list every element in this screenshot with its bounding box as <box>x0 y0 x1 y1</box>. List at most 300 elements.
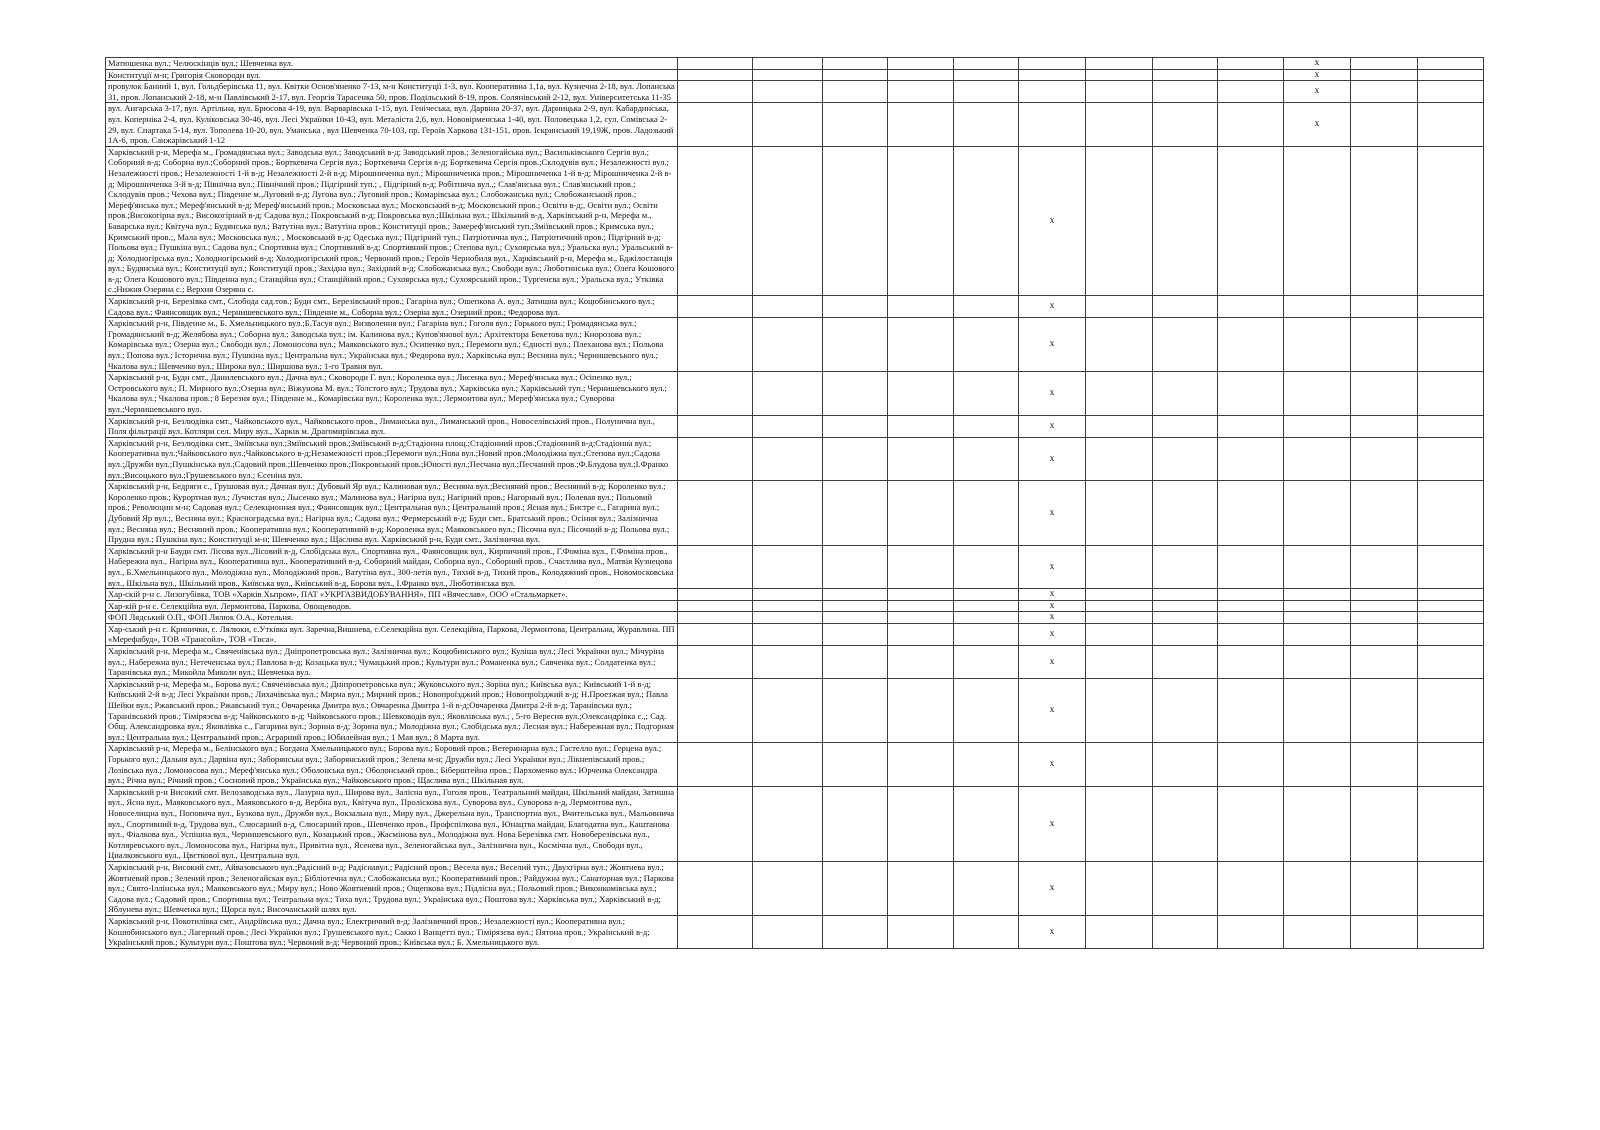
empty-cell <box>888 296 954 318</box>
empty-cell <box>1284 600 1351 612</box>
x-mark: х <box>1019 915 1086 948</box>
empty-cell <box>1418 146 1484 295</box>
empty-cell <box>1284 589 1351 601</box>
empty-cell <box>1218 915 1284 948</box>
empty-cell <box>823 81 888 103</box>
empty-cell <box>753 861 823 915</box>
empty-cell <box>1086 372 1153 415</box>
empty-cell <box>753 372 823 415</box>
empty-cell <box>678 600 753 612</box>
empty-cell <box>1218 296 1284 318</box>
empty-cell <box>1284 545 1351 588</box>
empty-cell <box>1418 915 1484 948</box>
empty-cell <box>954 146 1019 295</box>
streets-list-cell: Харківський р-н, Буди смт., Данилевського вул.; Дачна вул.; Сковороди Г. вул.; Короленка вул.; Лисенка вул.; Мереф'янська вул.; Осіпенко вул.; Островського вул.; П. Мирного вул.;Озерна вул.; Віжунова М. вул.; Толстого вул.; Трудова вул.; Харківська вул.; Харківський туп.; Чернишевського вул.; Чкалова вул.; Чкалова пров.; 8 Березня вул.; Південне м., Комарівська вул.; Короленка вул.; Лермонтова вул.; Мереф'янська вул.; Суворова вул.;Чернишевського вул. <box>106 372 678 415</box>
streets-list-cell: Харківський р-н, Бедряги с., Грушовая вул.; Дачная вул.; Дубовый Яр вул.; Калиновая вул.; Весняна вул.;Весняний пров.; Весняний в-д; Короленко вул.; Короленко пров.; Курортная вул.; Лучистая вул.; Лысенко вул.; Малинова вул.; Нагірна вул.; Нагірний пров.; Нагорный вул.; Полевая вул.; Польовий пров.; Революции м-н; Садовая вул.; Селекционная вул.; Фаянсовщик вул.; Центральная вул.; Центральний пров.; Ясная вул.; Бистре с., Гагарина вул.; Дубовий Яр вул.;, Весняна вул.; Красноградська вул.; Нагірна вул.; Садова вул.; Фермерський в-д; Буди смт., Братський пров.; Осіння вул.; Залізнична вул.; Весняна вул.; Весняний пров.; Кооперативна вул.; Кооперативний в-д; Короленка вул.; Маяковського вул.; Пісочна вул.; Пісочний в-д; Польова вул.; Прудна вул.; Пушкіна вул.; Конституції м-н; Шевченко вул.; Щаслива вул. Харківський р-н, Буди смт., Залізнична вул. <box>106 481 678 546</box>
empty-cell <box>1153 786 1218 861</box>
empty-cell <box>1351 146 1418 295</box>
empty-cell <box>1153 81 1218 103</box>
empty-cell <box>678 915 753 948</box>
table-row <box>106 372 1484 415</box>
empty-cell <box>888 589 954 601</box>
empty-cell <box>753 437 823 480</box>
empty-cell <box>1418 69 1484 81</box>
empty-cell <box>1086 481 1153 546</box>
x-mark: х <box>1019 646 1086 679</box>
empty-cell <box>1019 69 1086 81</box>
empty-cell <box>823 318 888 372</box>
empty-cell <box>1153 146 1218 295</box>
empty-cell <box>753 612 823 624</box>
streets-list-cell: Харківський р-н, Мерефа м., Свяченівська вул.; Дніпропетровська вул.; Залізнична вул.; Коцюбинського вул.; Куліша вул.; Лесі Українки вул.; Мічуріна вул.;, Набережна вул.; Нетеченська вул.; Павлова в-д; Козацька вул.; Чумацький пров.; Культури вул.; Романенка вул.; Савченка вул.; Солдатенка вул.; Таранівська вул.; Микойла Миколи вул.; Шевченка вул. <box>106 646 678 679</box>
empty-cell <box>1284 623 1351 645</box>
x-mark: х <box>1019 437 1086 480</box>
empty-cell <box>753 146 823 295</box>
empty-cell <box>1086 915 1153 948</box>
streets-list-cell: Харківський р-н Високий смт. Велозаводська вул., Лазурна вул., Широва вул., Залісна вул., Гоголя пров., Театральний майдан, Шкільний майдан, Затишна вул., Ясна вул., Маяковського вул., Маяковського в-д, Вербна вул., Квітуча вул., Проліскова вул., Суворова вул., Суворова в-д, Лермонтова вул., Новоселищна вул., Поповича вул., Бузкова вул., Дружби вул., Вокзальна вул., Миру вул., Джерельна вул., Транспортна вул., Вчительська вул., Мальовнича вул., Спортивний в-д, Трудова вул., Слюсарний в-д, Слюсарний пров., Шевченко пров., Профспілкова вул., Юнацтва майдан, Благодатна вул., Каштанова вул., Фіалкова вул., Успішна вул., Чернишевського вул., Козацький пров., Жасмінова вул., Молодіжна вул. Нова Березівка смт. Новоберезівська вул., Котляревського вул., Ломоносова вул., Нагірна вул., Привітна вул., Ясенева вул., Зеленогайська вул., Залізнична вул., Космічна вул., Свободи вул., Циалковського вул., Цвєткової вул., Центральна вул. <box>106 786 678 861</box>
empty-cell <box>888 545 954 588</box>
empty-cell <box>954 612 1019 624</box>
empty-cell <box>1218 743 1284 786</box>
x-mark: х <box>1019 589 1086 601</box>
empty-cell <box>1351 415 1418 437</box>
empty-cell <box>678 678 753 743</box>
streets-list-cell: Хар-скій р-н с. Лизогубівка, ТОВ «Харків Хьпром», ПАТ «УКРГАЗВИДОБУВАННЯ», ПП «Вячеслав», ООО «Стальмаркет». <box>106 589 678 601</box>
empty-cell <box>1153 612 1218 624</box>
empty-cell <box>1351 678 1418 743</box>
empty-cell <box>823 58 888 70</box>
empty-cell <box>1418 678 1484 743</box>
empty-cell <box>823 915 888 948</box>
empty-cell <box>888 69 954 81</box>
empty-cell <box>753 103 823 146</box>
empty-cell <box>888 146 954 295</box>
empty-cell <box>1086 646 1153 679</box>
x-mark: х <box>1019 600 1086 612</box>
empty-cell <box>1086 623 1153 645</box>
streets-list-cell: Харківський р-н, Березівка смт., Слобода сад.тов.; Буди смт., Березівський пров.; Гагаріна вул.; Ошепкова А. вул.; Затишна вул.; Коцюбинського вул.; Садова вул.; Фаянсовщик вул.; Чернишевського вул.; Південне м., Соборна вул.; Озерна вул.; Озерний пров.; Федорова вул. <box>106 296 678 318</box>
empty-cell <box>1218 600 1284 612</box>
empty-cell <box>1153 481 1218 546</box>
empty-cell <box>1418 612 1484 624</box>
empty-cell <box>888 915 954 948</box>
empty-cell <box>1086 786 1153 861</box>
empty-cell <box>1351 437 1418 480</box>
empty-cell <box>1019 58 1086 70</box>
empty-cell <box>1418 296 1484 318</box>
empty-cell <box>954 678 1019 743</box>
table-row <box>106 296 1484 318</box>
empty-cell <box>1153 58 1218 70</box>
empty-cell <box>1218 786 1284 861</box>
empty-cell <box>954 786 1019 861</box>
empty-cell <box>753 646 823 679</box>
empty-cell <box>753 481 823 546</box>
empty-cell <box>1153 296 1218 318</box>
streets-list-cell: провулок Банний 1, вул. Гольдберівська 11, вул. Квітки Основ'яненко 7-13, м-н Конституції 1-3, вул. Кооперативна 1,1а, вул. Кузнечна 2-18, вул. Лопанська 31, пров. Лопанський 2-18, м-н Павлівський 2-17, вул. Георгія Тарасенка 50, пров. Подільський 8-19, пров. Солянівський 2-12, вул. Університетська 11-35 <box>106 81 678 103</box>
empty-cell <box>1019 103 1086 146</box>
empty-cell <box>823 415 888 437</box>
empty-cell <box>1418 861 1484 915</box>
empty-cell <box>823 372 888 415</box>
empty-cell <box>753 58 823 70</box>
empty-cell <box>888 81 954 103</box>
empty-cell <box>954 103 1019 146</box>
empty-cell <box>1153 69 1218 81</box>
empty-cell <box>678 861 753 915</box>
empty-cell <box>753 589 823 601</box>
empty-cell <box>1351 589 1418 601</box>
empty-cell <box>823 743 888 786</box>
empty-cell <box>753 69 823 81</box>
empty-cell <box>823 103 888 146</box>
empty-cell <box>1218 58 1284 70</box>
empty-cell <box>954 415 1019 437</box>
table-row <box>106 318 1484 372</box>
empty-cell <box>954 589 1019 601</box>
x-mark: х <box>1019 623 1086 645</box>
empty-cell <box>1153 861 1218 915</box>
empty-cell <box>1086 318 1153 372</box>
empty-cell <box>753 786 823 861</box>
empty-cell <box>1153 318 1218 372</box>
empty-cell <box>1418 103 1484 146</box>
empty-cell <box>1284 481 1351 546</box>
x-mark: х <box>1284 103 1351 146</box>
streets-list-cell: Харківський р-н, Південне м., Б. Хмельницького вул.;Б.Тасуя вул.; Визволення вул.; Гагаріна вул.; Гоголя вул.; Горького вул.; Громадянська вул.; Громадянський в-д; Желябова вул.; Соборна вул.; Заводська вул.; ім. Калинова вул.; Купов'янової вул.; Архітектора Бекетова вул.; Кнорозова вул.; Комарівська вул.; Озерна вул.; Свободи вул.; Ломоносова вул.; Маяковського вул.; Осипенко вул.; Перемоги вул.; Єдності вул.; Плеханова вул.; Польова вул.; Попова вул.; Історична вул.; Пушкіна вул.; Центральна вул.; Українська вул.; Федорова вул.; Харківська вул.; Весняна вул.; Чернишевського вул.; Чкалова вул.; Шевченко вул.; Широка вул.; Ширшова вул.; 1-го Травня вул. <box>106 318 678 372</box>
empty-cell <box>888 646 954 679</box>
empty-cell <box>1086 58 1153 70</box>
empty-cell <box>678 296 753 318</box>
streets-list-cell: Матюшенка вул.; Челюскінців вул.; Шевченка вул. <box>106 58 678 70</box>
empty-cell <box>678 623 753 645</box>
table-row <box>106 545 1484 588</box>
streets-list-cell: Харківський р-н, Мерефа м., Борова вул.; Свяченівська вул.; Дніпропетровська вул.; Жуковського вул.; Зоріна вул.; Київська вул.; Київський 1-й в-д; Київський 2-й в-д; Лесі Українки пров.; Лихачівська вул.; Мирна вул.; Мирний пров.; Новопроїзджий пров.; Новопроїзджий в-д; Н.Проезжая вул.; Павла Шейки вул.; Ржавський пров.; Ржавський туп.; Овчаренка Дмитра вул.; Овчаренка Дмитра 1-й в-д;Овчаренка Дмитра 2-й в-д; Таранівська вул.; Таранівський пров.; Тімірязєва в-д; Чайковського в-д; Чайковського пров.; Шевководів вул.; Яковлівська вул.; , 5-го Вересня вул.;Олександрівка с.,; Сад. Общ. Александровка вул.; Яковлівка с., Гагарина вул.; Зорина в-д; Зорина вул.; Молодіжна вул.; Слобідська вул.; Лесная вул.; Набережная вул.; Подгорная вул.; Центральна вул.; Центральний пров.; Аграрний пров.; Юбилейная вул.; 1 Мая вул.; 8 Марта вул. <box>106 678 678 743</box>
empty-cell <box>1086 81 1153 103</box>
empty-cell <box>823 589 888 601</box>
empty-cell <box>1086 103 1153 146</box>
empty-cell <box>1351 103 1418 146</box>
empty-cell <box>1086 612 1153 624</box>
empty-cell <box>954 58 1019 70</box>
empty-cell <box>1218 69 1284 81</box>
empty-cell <box>1351 786 1418 861</box>
empty-cell <box>753 415 823 437</box>
streets-list-cell: вул. Ангарська 3-17, вул. Артільна, вул. Брюсова 4-19, вул. Варварівська 1-15, вул. Генічеська, вул. Дарвіна 20-37, вул. Дарницька 2-9, вул. Кабардинська, вул. Коперніка 2-4, вул. Куліковська 30-46, вул. Лесі Українки 10-43, вул. Металіста 2,6, вул. Нововірменська 1-40, вул. Половецька 1,2, сул. Сомівська 2-29, вул. Спартака 5-14, вул. Тополева 10-20, вул. Уманська , вул Шевченка 70-103, пр. Героїв Харкова 131-151, пров. Іскринський 19,19Ж, пров. Ладозький 1А-6, пров. Санжарівський 1-12 <box>106 103 678 146</box>
empty-cell <box>678 146 753 295</box>
streets-list-cell: Харківський р-н, Покотилівка смт., Андріївська вул.; Дачна вул.; Електричний в-д; Залізничний пров.; Незалежності вул.; Кооперативна вул.; Кошюбинського вул.; Лагерный пров.; Лесі Українки вул.; Грушевського вул.; Сакко і Ванцетті вул.; Тімірязєва вул.; Пятона пров.; Український в-д; Український пров.; Культури вул.; Поштова вул.; Червоний в-д; Червоний пров.; Київська вул.; Б. Хмельницького вул. <box>106 915 678 948</box>
streets-list-cell: Хар-кій р-н с. Селекційна вул. Лермонтова, Паркова, Овощеводов. <box>106 600 678 612</box>
empty-cell <box>954 623 1019 645</box>
empty-cell <box>1086 743 1153 786</box>
empty-cell <box>1218 545 1284 588</box>
empty-cell <box>1086 861 1153 915</box>
empty-cell <box>1284 372 1351 415</box>
empty-cell <box>1351 545 1418 588</box>
empty-cell <box>753 600 823 612</box>
empty-cell <box>1351 623 1418 645</box>
empty-cell <box>954 861 1019 915</box>
x-mark: х <box>1019 545 1086 588</box>
empty-cell <box>888 318 954 372</box>
empty-cell <box>678 786 753 861</box>
x-mark: х <box>1019 678 1086 743</box>
empty-cell <box>1418 372 1484 415</box>
empty-cell <box>678 415 753 437</box>
empty-cell <box>954 600 1019 612</box>
empty-cell <box>1418 318 1484 372</box>
empty-cell <box>1218 623 1284 645</box>
streets-list-cell: Харківський р-н, Безлюдівка смт., Зміївська вул.;Зміївський пров.;Зміївський в-д;Стадіонна площ.;Стадіонний пров.;Стадіонний в-д;Стадіонна вул.; Кооперативна вул.;Чайковського вул.;Чайковського в-д;Незамежності пров.;Перемоги вул.;Нова вул.;Новий пров.;Молодіжна вул.;Степова вул.;Садова вул.;Дружби вул.;Пушкінська вул.;Садовий пров.;Шевченко пров.;Покровський пров.;Юності вул.;Песчана вул.;Песчаний пров.;Ф.Блудова вул.;І.Франко вул.;Висоцького вул.;Грушевського вул.; Єсеніна вул. <box>106 437 678 480</box>
x-mark: х <box>1284 69 1351 81</box>
empty-cell <box>1284 437 1351 480</box>
empty-cell <box>678 612 753 624</box>
empty-cell <box>1086 296 1153 318</box>
empty-cell <box>1153 623 1218 645</box>
empty-cell <box>1218 861 1284 915</box>
table-row <box>106 600 1484 612</box>
empty-cell <box>1218 612 1284 624</box>
empty-cell <box>1086 678 1153 743</box>
empty-cell <box>823 612 888 624</box>
empty-cell <box>1086 589 1153 601</box>
x-mark: х <box>1019 318 1086 372</box>
empty-cell <box>1284 915 1351 948</box>
empty-cell <box>823 623 888 645</box>
streets-list-cell: Харківський р-н, Безлюдівка смт., Чайковського вул., Чайковського пров., Лиманська вул., Лиманський пров., Новоселівський пров., Полунична вул., Поля фільтрації вул. Котляри сел. Миру вул., Харків м. Драгомирівська вул. <box>106 415 678 437</box>
empty-cell <box>753 318 823 372</box>
table-row <box>106 103 1484 146</box>
empty-cell <box>1418 623 1484 645</box>
streets-list-cell: Харківський р-н, Високий смт., Айвазовського вул.;Радісний в-д; Радіснавул.; Радісний пров.; Весела вул.; Веселий туп.; Двухгірна вул.; Жовтнева вул.; Жовтневий пров.; Зелений пров.; Зеленогайская вул.; Бібліотечна вул.; Слобожанська вул.; Кооперативний пров.; Райдужна вул.; Санаторная вул.; Паркова вул.; Свято-Іллінська вул.; Маяковського вул.; Миру вул.; Ново Жовтневий пров.; Ощепкова вул.; Підлісна вул.; Польовий пров.; Виконкомівська вул.; Садова вул.; Садовий пров.; Спортивна вул.; Театральна вул.; Тиха вул.; Трудова вул.; Українська вул.; Поштова вул.; Харківська вул.; Харківський в-д; Яблунева вул.; Шевченка вул.; Щорса вул.; Височанський шлях вул. <box>106 861 678 915</box>
empty-cell <box>888 437 954 480</box>
empty-cell <box>1218 372 1284 415</box>
empty-cell <box>954 545 1019 588</box>
empty-cell <box>1351 612 1418 624</box>
empty-cell <box>1418 600 1484 612</box>
empty-cell <box>1218 437 1284 480</box>
empty-cell <box>954 81 1019 103</box>
empty-cell <box>954 296 1019 318</box>
empty-cell <box>823 678 888 743</box>
table-row <box>106 612 1484 624</box>
empty-cell <box>1153 103 1218 146</box>
empty-cell <box>678 318 753 372</box>
empty-cell <box>954 915 1019 948</box>
empty-cell <box>888 612 954 624</box>
empty-cell <box>1153 545 1218 588</box>
table-row <box>106 589 1484 601</box>
empty-cell <box>1351 81 1418 103</box>
x-mark: х <box>1019 296 1086 318</box>
empty-cell <box>1418 743 1484 786</box>
empty-cell <box>823 545 888 588</box>
empty-cell <box>1284 646 1351 679</box>
table-row <box>106 623 1484 645</box>
x-mark: х <box>1019 146 1086 295</box>
empty-cell <box>678 69 753 81</box>
empty-cell <box>954 372 1019 415</box>
empty-cell <box>1418 545 1484 588</box>
empty-cell <box>678 743 753 786</box>
empty-cell <box>1218 81 1284 103</box>
table-body <box>106 58 1484 949</box>
empty-cell <box>678 372 753 415</box>
empty-cell <box>1218 589 1284 601</box>
x-mark: х <box>1019 415 1086 437</box>
table-row <box>106 861 1484 915</box>
table-row <box>106 81 1484 103</box>
empty-cell <box>1284 786 1351 861</box>
empty-cell <box>753 678 823 743</box>
empty-cell <box>1153 437 1218 480</box>
empty-cell <box>753 623 823 645</box>
empty-cell <box>888 678 954 743</box>
empty-cell <box>1418 415 1484 437</box>
empty-cell <box>1153 415 1218 437</box>
empty-cell <box>888 786 954 861</box>
empty-cell <box>1351 861 1418 915</box>
x-mark: х <box>1019 612 1086 624</box>
empty-cell <box>1418 646 1484 679</box>
empty-cell <box>888 743 954 786</box>
empty-cell <box>888 861 954 915</box>
empty-cell <box>1218 678 1284 743</box>
streets-list-cell: Хар-ський р-н с. Кринички, с. Лялюки, с.Утківка вул. Заречна,Вишнева, с.Селекційна вул. Селекційна, Паркова, Лермонтова, Центральна, Журавлина. ПП «Мерефабуд», ТОВ «Трансойл», ТОВ «Тиса». <box>106 623 678 645</box>
table-row <box>106 915 1484 948</box>
empty-cell <box>1351 481 1418 546</box>
streets-list-cell: Харківський р-н Бауди смт. Лісова вул.,Лісовий в-д, Слобідська вул., Спортивна вул., Фаянсовщик вул., Кирпичний пров., Г.Фоміна вул., Г.Фоміна пров., Набережна вул., Нагірна вул., Кооперативна вул., Кооперативний в-д, Соборний майдан, Соборна вул., Соборний пров., Счастлива вул., Матвія Кузнецова вул., Б.Хмельницького вул., Молодіжна вул., Молодіжний пров., Ватутіна вул., 300-летія вул., Тихий в-д, Тихий пров., Колодяжний пров., Новомосковська вул., Шкільна вул., Шкільний пров., Київська вул., Київський в-д, Борова вул., І.Франко вул., Люботинська вул. <box>106 545 678 588</box>
x-mark: х <box>1019 861 1086 915</box>
empty-cell <box>954 481 1019 546</box>
empty-cell <box>1284 415 1351 437</box>
empty-cell <box>1153 915 1218 948</box>
table-row <box>106 146 1484 295</box>
empty-cell <box>888 600 954 612</box>
empty-cell <box>1153 743 1218 786</box>
empty-cell <box>1153 372 1218 415</box>
empty-cell <box>1086 415 1153 437</box>
table-row <box>106 58 1484 70</box>
empty-cell <box>1351 646 1418 679</box>
empty-cell <box>823 861 888 915</box>
empty-cell <box>678 481 753 546</box>
empty-cell <box>823 69 888 81</box>
empty-cell <box>753 545 823 588</box>
x-mark: х <box>1284 58 1351 70</box>
empty-cell <box>753 296 823 318</box>
empty-cell <box>1351 58 1418 70</box>
empty-cell <box>1153 600 1218 612</box>
empty-cell <box>1418 481 1484 546</box>
x-mark: х <box>1019 481 1086 546</box>
empty-cell <box>1218 646 1284 679</box>
x-mark: х <box>1019 786 1086 861</box>
empty-cell <box>888 58 954 70</box>
empty-cell <box>678 646 753 679</box>
empty-cell <box>1218 481 1284 546</box>
empty-cell <box>1284 318 1351 372</box>
empty-cell <box>1086 69 1153 81</box>
table-row <box>106 437 1484 480</box>
empty-cell <box>888 415 954 437</box>
streets-list-cell: Конституції м-н; Григорія Сковороди вул. <box>106 69 678 81</box>
empty-cell <box>1351 600 1418 612</box>
empty-cell <box>1086 437 1153 480</box>
empty-cell <box>954 69 1019 81</box>
table-row <box>106 743 1484 786</box>
empty-cell <box>888 103 954 146</box>
empty-cell <box>1351 372 1418 415</box>
empty-cell <box>753 743 823 786</box>
empty-cell <box>823 481 888 546</box>
empty-cell <box>823 646 888 679</box>
empty-cell <box>1218 103 1284 146</box>
empty-cell <box>1284 146 1351 295</box>
empty-cell <box>1284 678 1351 743</box>
streets-list-cell: Харківський р-н, Мерефа м., Громадянська вул.; Заводська вул.; Заводський в-д; Заводський пров.; Зеленогайська вул.; Васильківського Сергія вул.; Соборний в-д; Соборна вул.;Соборний пров.; Борткевича Сергія вул.; Борткевича Сергія в-д; Борткевича Сергія пров.;Склодувів вул.; Незалежності вул.; Незалежності пров.; Незалежності 1-й в-д; Незалежності 2-й в-д; Мірошниченка вул.; Мірошниченка пров.; Мірошниченка 1-й в-д; Мірошниченка 2-й в-д; Мірошниченка 3-й в-д; Північна вул.; Північний пров.; Підгірний туп.; , Підгірний в-д; Робітнича вул.,; Слав'янська вул.; Слав'янський пров.; Склодувів пров.; Чехова вул.; Південне м.,Луговий в-д; Лугова вул.; Луговий пров.; Комарівська вул.; Слобожанська вул.; Слобожанський пров.; Мереф'янська вул.; Мереф'янський в-д; Мереф'янський пров.; Московська вул.; Московський в-д; Московський пров.; Освіти в-д;, Освіти вул.; Освіти пров.;Високогірна вул.; Високогірний в-д; Садова вул.; Покровський в-д; Покровська вул.;Шкільна вул.; Шкільний в-д, Харківський р-н, Мерефа м., Баварська вул.; Квітуча вул.; Будянська вул.; Ватутіна вул.; Ватутіна пров.; Конституції пров.; Замереф'янський туп.;Зміївський пров.; Кримська вул.; Кримський пров.;, Мала вул.; Московська вул.; , Московський в-д; Одеська вул.; Підгірний туп.; Патріотична вул.;, Патріотичний пров.; Підгірний в-д; Польова вул.; Пушкіна вул.; Садова вул.; Спортивна вул.; Спортивний в-д; Спортивний пров.; Степова вул.; Сухоярська вул.; Уральска вул.; Уральський в-д; Холодногірська вул.; Холодногірський в-д; Холодногірський пров.; Червоний пров.; Героїв Чернобиля вул., Харківський р-н, Мерефа м., Бджілостанція вул.; Будянська вул.; Конституції вул.; Конституції пров.; Західна вул.; Західний в-д; Слобожанська вул.; Свободи вул.; Люботинська вул.; Олега Кошового в-д; Олега Кошового вул.; Південна вул.; Станційна вул.; Станційний пров.; Сухоярська вул.; Сухоярський пров.; Тургенєва вул.; Уральска вул.; Утківка с.;Нижня Озеряна с.; Верхня Озеряна с. <box>106 146 678 295</box>
empty-cell <box>954 318 1019 372</box>
table-row <box>106 481 1484 546</box>
empty-cell <box>823 296 888 318</box>
empty-cell <box>678 58 753 70</box>
empty-cell <box>678 437 753 480</box>
empty-cell <box>678 589 753 601</box>
empty-cell <box>888 623 954 645</box>
empty-cell <box>1351 915 1418 948</box>
empty-cell <box>678 81 753 103</box>
empty-cell <box>1418 437 1484 480</box>
x-mark: х <box>1284 81 1351 103</box>
empty-cell <box>823 437 888 480</box>
empty-cell <box>1418 58 1484 70</box>
empty-cell <box>1218 318 1284 372</box>
empty-cell <box>823 786 888 861</box>
empty-cell <box>954 646 1019 679</box>
empty-cell <box>888 481 954 546</box>
empty-cell <box>1284 296 1351 318</box>
empty-cell <box>1351 743 1418 786</box>
streets-list-cell: Харківський р-н, Мерефа м., Белінського вул.; Богдана Хмельницького вул.; Борова вул.; Боровий пров.; Ветеринарна вул.; Гастелло вул.; Герцена вул.; Горького вул.; Дальня вул.; Дарвіна вул.; Заборянська вул.; Заборянський пров.; Зелена м-н; Дружби вул.; Лесі Українки вул.; Лікнепівський пров.; Лозівська вул.; Ломоносова вул.; Мереф'янська вул.; Оболонська вул.; Оболонський пров.; Біберштейна пров.; Пархоменко вул.; Юрченка Олександра вул.; Річна вул.; Річний пров.; Сосновий пров.; Українська вул.; Чайковського пров.; Щаслива вул.; Шкільная вул. <box>106 743 678 786</box>
empty-cell <box>888 372 954 415</box>
empty-cell <box>954 437 1019 480</box>
empty-cell <box>823 146 888 295</box>
empty-cell <box>1284 743 1351 786</box>
empty-cell <box>1284 861 1351 915</box>
empty-cell <box>1218 415 1284 437</box>
table-row <box>106 786 1484 861</box>
empty-cell <box>1351 318 1418 372</box>
empty-cell <box>678 103 753 146</box>
empty-cell <box>1418 589 1484 601</box>
empty-cell <box>1218 146 1284 295</box>
empty-cell <box>1086 146 1153 295</box>
empty-cell <box>954 743 1019 786</box>
empty-cell <box>1086 545 1153 588</box>
streets-list-cell: ФОП Лядський О.П., ФОП Лялюк О.А., Котельня. <box>106 612 678 624</box>
empty-cell <box>678 545 753 588</box>
empty-cell <box>1418 81 1484 103</box>
table-row <box>106 415 1484 437</box>
empty-cell <box>1351 69 1418 81</box>
empty-cell <box>1153 678 1218 743</box>
empty-cell <box>753 915 823 948</box>
empty-cell <box>1019 81 1086 103</box>
empty-cell <box>1153 646 1218 679</box>
empty-cell <box>1086 600 1153 612</box>
empty-cell <box>1153 589 1218 601</box>
table-row <box>106 646 1484 679</box>
